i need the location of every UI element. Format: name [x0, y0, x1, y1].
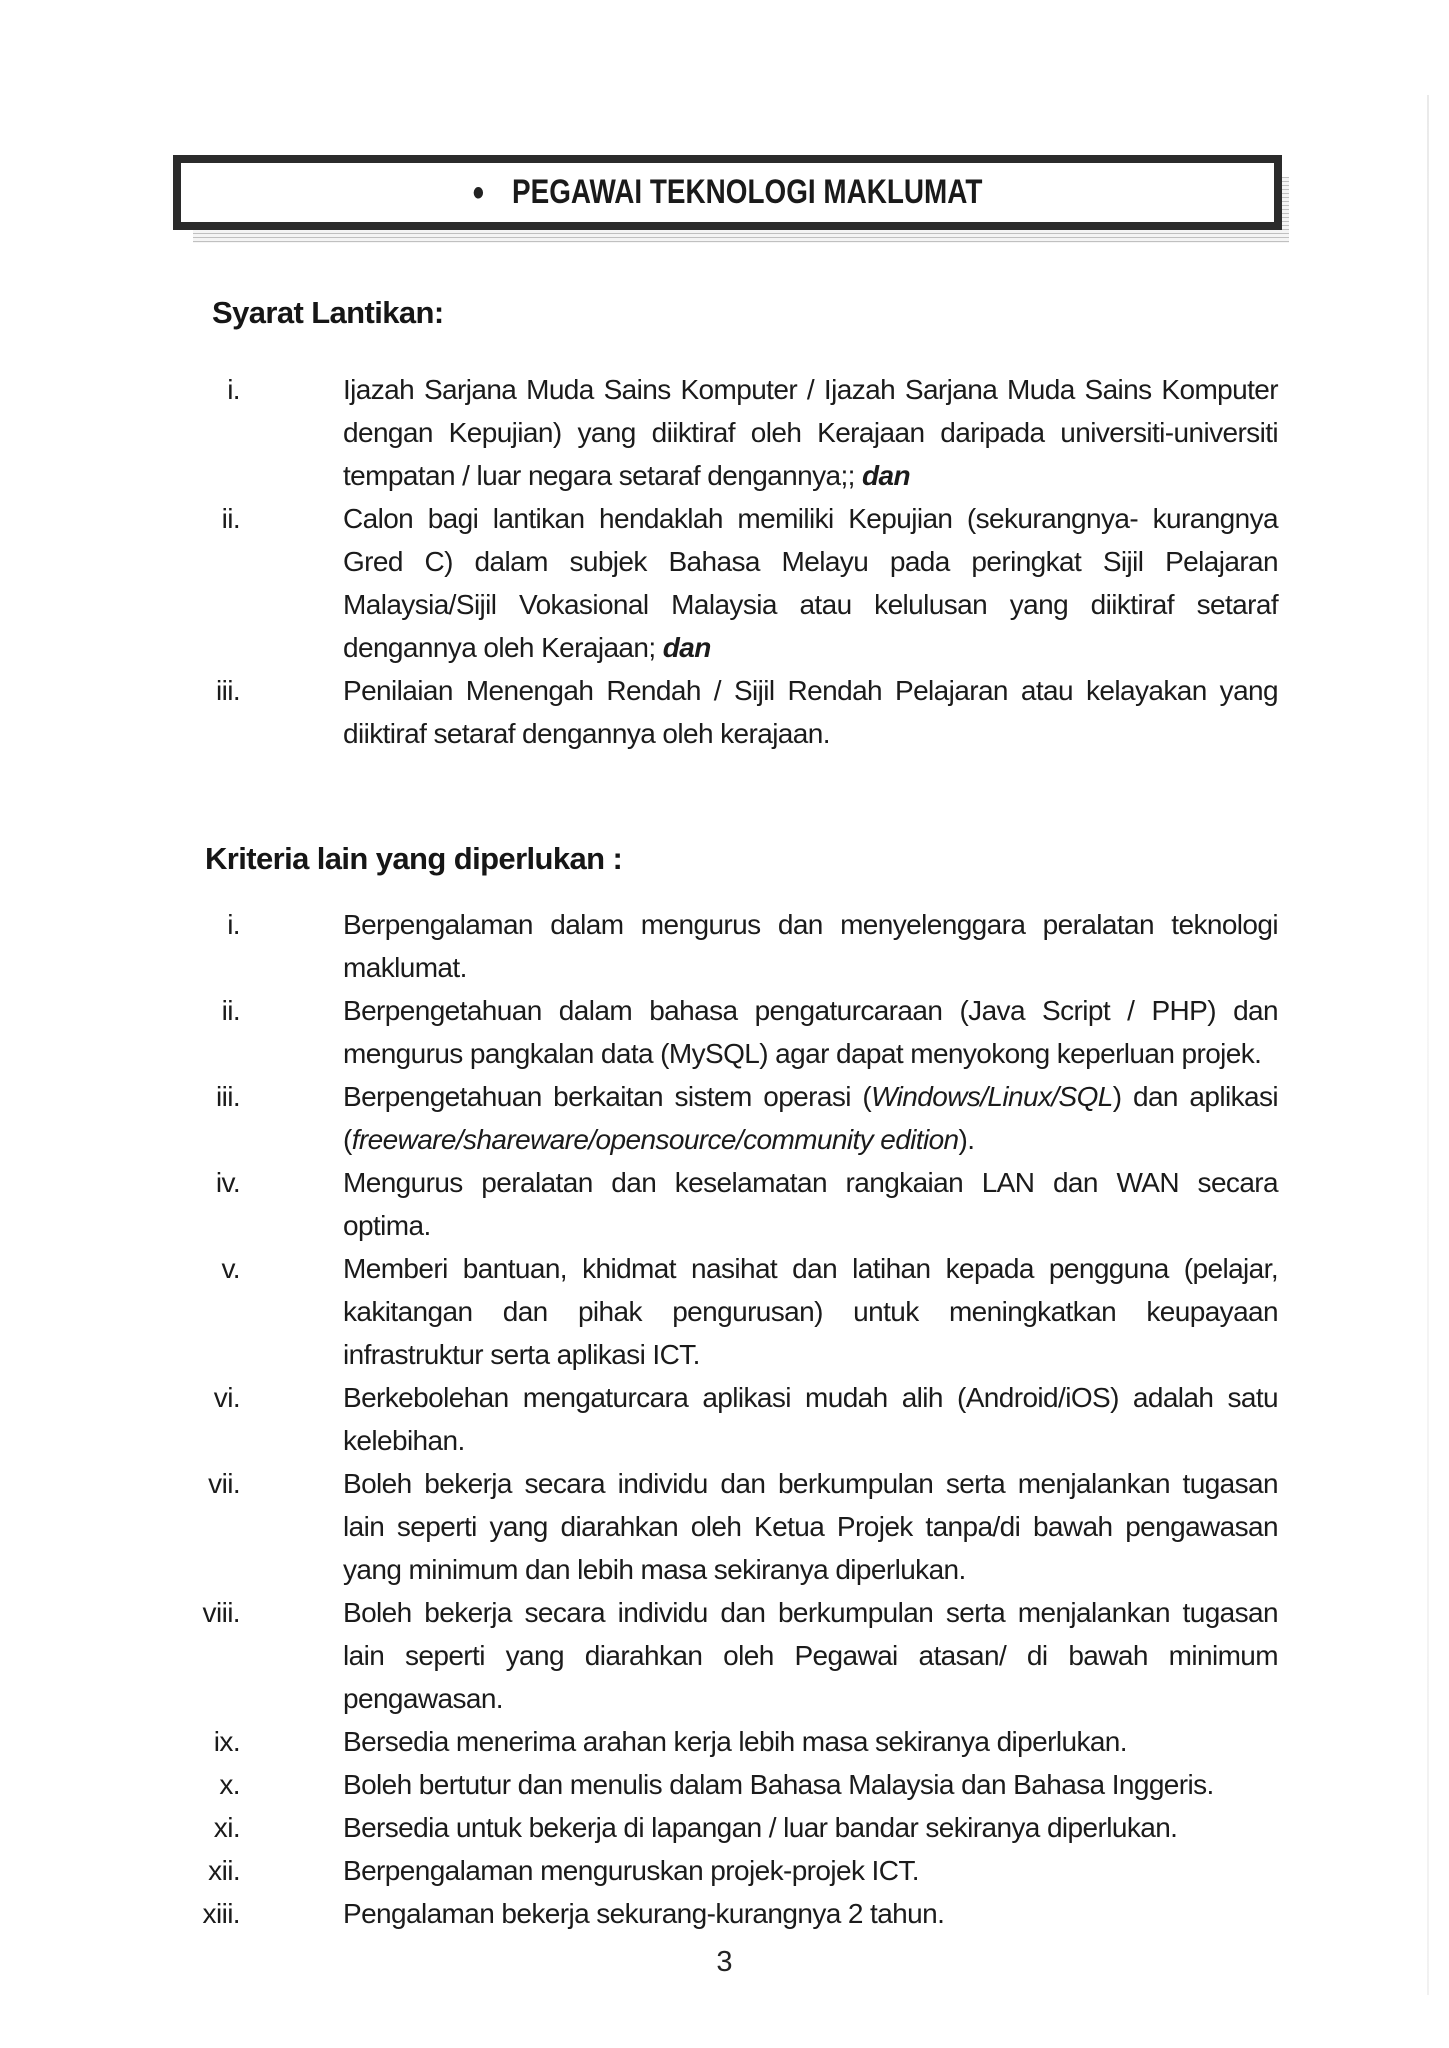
section-heading-syarat-lantikan: Syarat Lantikan: — [212, 295, 444, 330]
item-numeral: iii. — [215, 1081, 240, 1112]
item-numeral: iv. — [215, 1167, 240, 1198]
list-item — [150, 1247, 1278, 1376]
section-heading-kriteria-lain: Kriteria lain yang diperlukan : — [205, 841, 623, 876]
syarat-lantikan-list — [150, 368, 1278, 755]
list-item — [150, 368, 1278, 497]
list-item — [150, 1849, 1278, 1892]
list-item — [150, 1763, 1278, 1806]
bullet-icon: • — [472, 170, 485, 215]
item-numeral: vii. — [208, 1468, 240, 1499]
item-numeral: x. — [219, 1769, 240, 1800]
item-text: Bersedia menerima arahan kerja lebih masa sekiranya diperlukan. — [343, 1726, 1127, 1757]
item-text: Berpengalaman menguruskan projek-projek ICT. — [343, 1855, 919, 1886]
item-text: Memberi bantuan, khidmat nasihat dan latihan kepada pengguna (pelajar, kakitangan dan pihak pengurusan) untuk meningkatkan keupayaan infrastruktur serta aplikasi ICT. — [343, 1253, 1278, 1370]
list-item — [150, 1161, 1278, 1247]
item-text: Calon bagi lantikan hendaklah memiliki Kepujian (sekurangnya- kurangnya Gred C) dalam subjek Bahasa Melayu pada peringkat Sijil Pelajaran Malaysia/Sijil Vokasional Malaysia atau kelulusan yang diiktiraf setaraf dengannya oleh Kerajaan; dan — [343, 503, 1278, 663]
list-item — [150, 1720, 1278, 1763]
title-banner — [173, 155, 1282, 230]
list-item — [150, 669, 1278, 755]
list-item — [150, 989, 1278, 1075]
list-item — [150, 1892, 1278, 1935]
item-numeral: ii. — [221, 503, 240, 534]
item-numeral: xiii. — [202, 1898, 240, 1929]
item-numeral: vi. — [213, 1382, 240, 1413]
item-text: Berpengetahuan dalam bahasa pengaturcaraan (Java Script / PHP) dan mengurus pangkalan data (MySQL) agar dapat menyokong keperluan projek. — [343, 995, 1278, 1069]
item-numeral: ix. — [213, 1726, 240, 1757]
list-item — [150, 903, 1278, 989]
item-numeral: viii. — [202, 1597, 240, 1628]
item-text: Boleh bertutur dan menulis dalam Bahasa Malaysia dan Bahasa Inggeris. — [343, 1769, 1214, 1800]
item-numeral: xii. — [208, 1855, 240, 1886]
list-item — [150, 1462, 1278, 1591]
item-numeral: i. — [227, 909, 240, 940]
list-item — [150, 497, 1278, 669]
item-text: Bersedia untuk bekerja di lapangan / luar bandar sekiranya diperlukan. — [343, 1812, 1178, 1843]
item-text: Berkebolehan mengaturcara aplikasi mudah alih (Android/iOS) adalah satu kelebihan. — [343, 1382, 1278, 1456]
list-item — [150, 1591, 1278, 1720]
item-numeral: v. — [221, 1253, 240, 1284]
item-text: Ijazah Sarjana Muda Sains Komputer / Ijazah Sarjana Muda Sains Komputer dengan Kepujian) yang diiktiraf oleh Kerajaan daripada universiti-universiti tempatan / luar negara setaraf dengannya;; dan — [343, 374, 1278, 491]
scan-artifact-line — [1427, 95, 1429, 1995]
kriteria-lain-list — [150, 903, 1278, 1935]
title-banner-inner — [279, 163, 1175, 222]
item-text: Berpengalaman dalam mengurus dan menyelenggara peralatan teknologi maklumat. — [343, 909, 1278, 983]
item-text: Pengalaman bekerja sekurang-kurangnya 2 tahun. — [343, 1898, 945, 1929]
banner-title: PEGAWAI TEKNOLOGI MAKLUMAT — [512, 173, 983, 211]
item-text: Boleh bekerja secara individu dan berkumpulan serta menjalankan tugasan lain seperti yang diarahkan oleh Ketua Projek tanpa/di bawah pengawasan yang minimum dan lebih masa sekiranya diperlukan. — [343, 1468, 1278, 1585]
list-item — [150, 1806, 1278, 1849]
list-item — [150, 1376, 1278, 1462]
item-numeral: xi. — [213, 1812, 240, 1843]
item-text: Boleh bekerja secara individu dan berkumpulan serta menjalankan tugasan lain seperti yang diarahkan oleh Pegawai atasan/ di bawah minimum pengawasan. — [343, 1597, 1278, 1714]
page-number: 3 — [716, 1946, 733, 1978]
item-numeral: iii. — [215, 675, 240, 706]
item-numeral: ii. — [221, 995, 240, 1026]
item-text: Berpengetahuan berkaitan sistem operasi (Windows/Linux/SQL) dan aplikasi (freeware/shareware/opensource/community edition). — [343, 1081, 1278, 1155]
item-text: Mengurus peralatan dan keselamatan rangkaian LAN dan WAN secara optima. — [343, 1167, 1278, 1241]
item-text: Penilaian Menengah Rendah / Sijil Rendah Pelajaran atau kelayakan yang diiktiraf setaraf dengannya oleh kerajaan. — [343, 675, 1278, 749]
list-item — [150, 1075, 1278, 1161]
item-numeral: i. — [227, 374, 240, 405]
